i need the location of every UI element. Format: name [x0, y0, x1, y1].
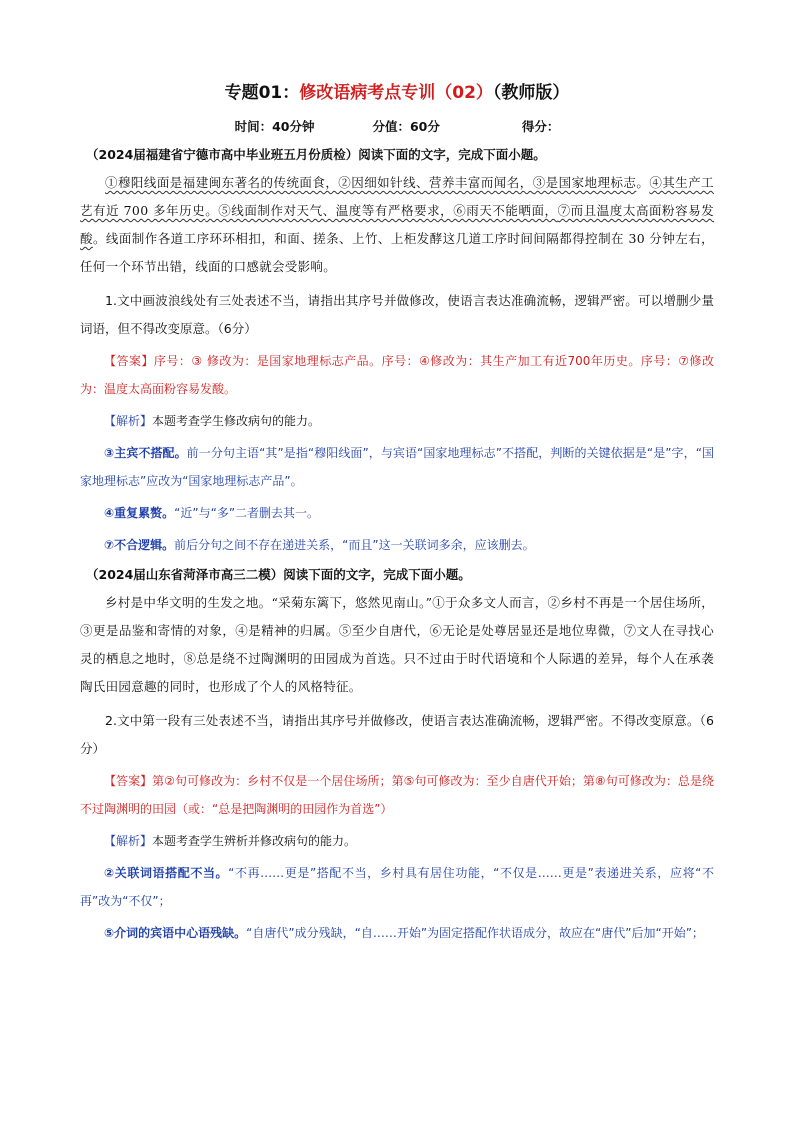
- answer-tag: 【答案】: [104, 774, 153, 788]
- title-prefix: 专题01：: [224, 83, 300, 103]
- point-body: “不再……更是”搭配不当，乡村具有居住功能，“不仅是……更是”表递进关系，应将“不再”改为“不仅”；: [80, 866, 714, 908]
- analysis-text: 本题考查学生修改病句的能力。: [152, 414, 321, 428]
- got-label: 得分：: [521, 119, 560, 134]
- point-head: ③主宾不搭配。: [104, 446, 187, 460]
- passage-wavy-1: ①穆阳线面是福建闽东著名的传统面食，②因细如针线、营养丰富而闻名，: [105, 175, 533, 190]
- analysis-point: [80, 531, 714, 559]
- section1-source: （2024届福建省宁德市高中毕业班五月份质检）阅读下面的文字，完成下面小题。: [86, 147, 546, 162]
- point-head: ⑤介词的宾语中心语残缺。: [104, 926, 247, 940]
- answer-1: [80, 347, 714, 403]
- point-head: ⑦不合逻辑。: [104, 538, 175, 552]
- answer-text: 第②句可修改为：乡村不仅是一个居住场所；第⑤句可修改为：至少自唐代开始；第⑧句可修改为：总是绕不过陶渊明的田园（或：“总是把陶渊明的田园作为首选”）: [80, 774, 714, 816]
- point-body: “自唐代”成分残缺，“自……开始”为固定搭配作状语成分，故应在“唐代”后加“开始”；: [246, 926, 704, 940]
- analysis-point: [80, 919, 714, 947]
- title-highlight: 修改语病考点专训（02）: [299, 83, 493, 103]
- analysis-1: [80, 407, 714, 435]
- question-1: 1.文中画波浪线处有三处表述不当，请指出其序号并做修改，使语言表达准确流畅，逻辑严密。可以增删少量词语，但不得改变原意。（6分）: [80, 293, 714, 336]
- passage-wavy-5: 。⑤线面制作对天气、温度等有严格要求，⑥雨天不能晒面，: [205, 203, 558, 218]
- point-head: ②关联词语搭配不当。: [104, 866, 229, 880]
- score-label: 分值：60分: [372, 119, 440, 134]
- point-body: 前一分句主语“其”是指“穆阳线面”，与宾语“国家地理标志”不搭配，判断的关键依据是“是”字，“国家地理标志”应改为“国家地理标志产品”。: [80, 446, 714, 488]
- passage-text-3: 。: [636, 175, 650, 190]
- point-body: “近”与“多”二者删去其一。: [174, 506, 320, 520]
- exam-meta: [80, 117, 714, 135]
- passage-text-7: 。线面制作各道工序环环相扣，和面、搓条、上竹、上柜发酵这几道工序时间间隔都得控制在 30 分钟左右，任何一个环节出错，线面的口感就会受影响。: [80, 231, 714, 274]
- analysis-text: 本题考查学生辨析并修改病句的能力。: [152, 834, 357, 848]
- analysis-point: [80, 439, 714, 495]
- analysis-2: [80, 827, 714, 855]
- analysis-point: [80, 499, 714, 527]
- analysis-tag: 【解析】: [104, 414, 153, 428]
- analysis-tag: 【解析】: [104, 834, 153, 848]
- passage-wavy-4: ④其生产工艺有近 700 多年历史: [80, 175, 714, 218]
- question-2: 2.文中第一段有三处表述不当，请指出其序号并做修改，使语言表达准确流畅，逻辑严密。不得改变原意。（6分）: [80, 713, 714, 756]
- title-suffix: （教师版）: [492, 83, 570, 103]
- time-label: 时间：40分钟: [234, 119, 315, 134]
- section1-passage: [80, 169, 714, 281]
- analysis-point: [80, 859, 714, 915]
- passage-wavy-2: ③是国家地理标志: [532, 175, 637, 190]
- section2-passage: 乡村是中华文明的生发之地。“采菊东篱下，悠然见南山。”①于众多文人而言，②乡村不再是一个居住场所，③更是品鉴和寄情的对象，④是精神的归属。⑤至少自唐代，⑥无论是处尊居显还是地位卑微，⑦文人在寻找心灵的栖息之地时，⑧总是绕不过陶渊明的田园成为首选。只不过由于时代语境和个人际遇的差异，每个人在承袭陶氏田园意趣的同时，也形成了个人的风格特征。: [80, 595, 714, 694]
- answer-text: 序号：③ 修改为：是国家地理标志产品。序号：④修改为：其生产加工有近700年历史。序号：⑦修改为：温度太高面粉容易发酸。: [80, 354, 714, 396]
- answer-2: [80, 767, 714, 823]
- point-head: ④重复累赘。: [104, 506, 175, 520]
- passage-wavy-6: ⑦而且温度太高面粉容易发酸: [80, 203, 715, 246]
- page-title: [80, 78, 714, 103]
- section2-source: （2024届山东省菏泽市高三二模）阅读下面的文字，完成下面小题。: [86, 567, 471, 582]
- point-body: 前后分句之间不存在递进关系，“而且”这一关联词多余，应该删去。: [174, 538, 535, 552]
- answer-tag: 【答案】: [104, 354, 154, 368]
